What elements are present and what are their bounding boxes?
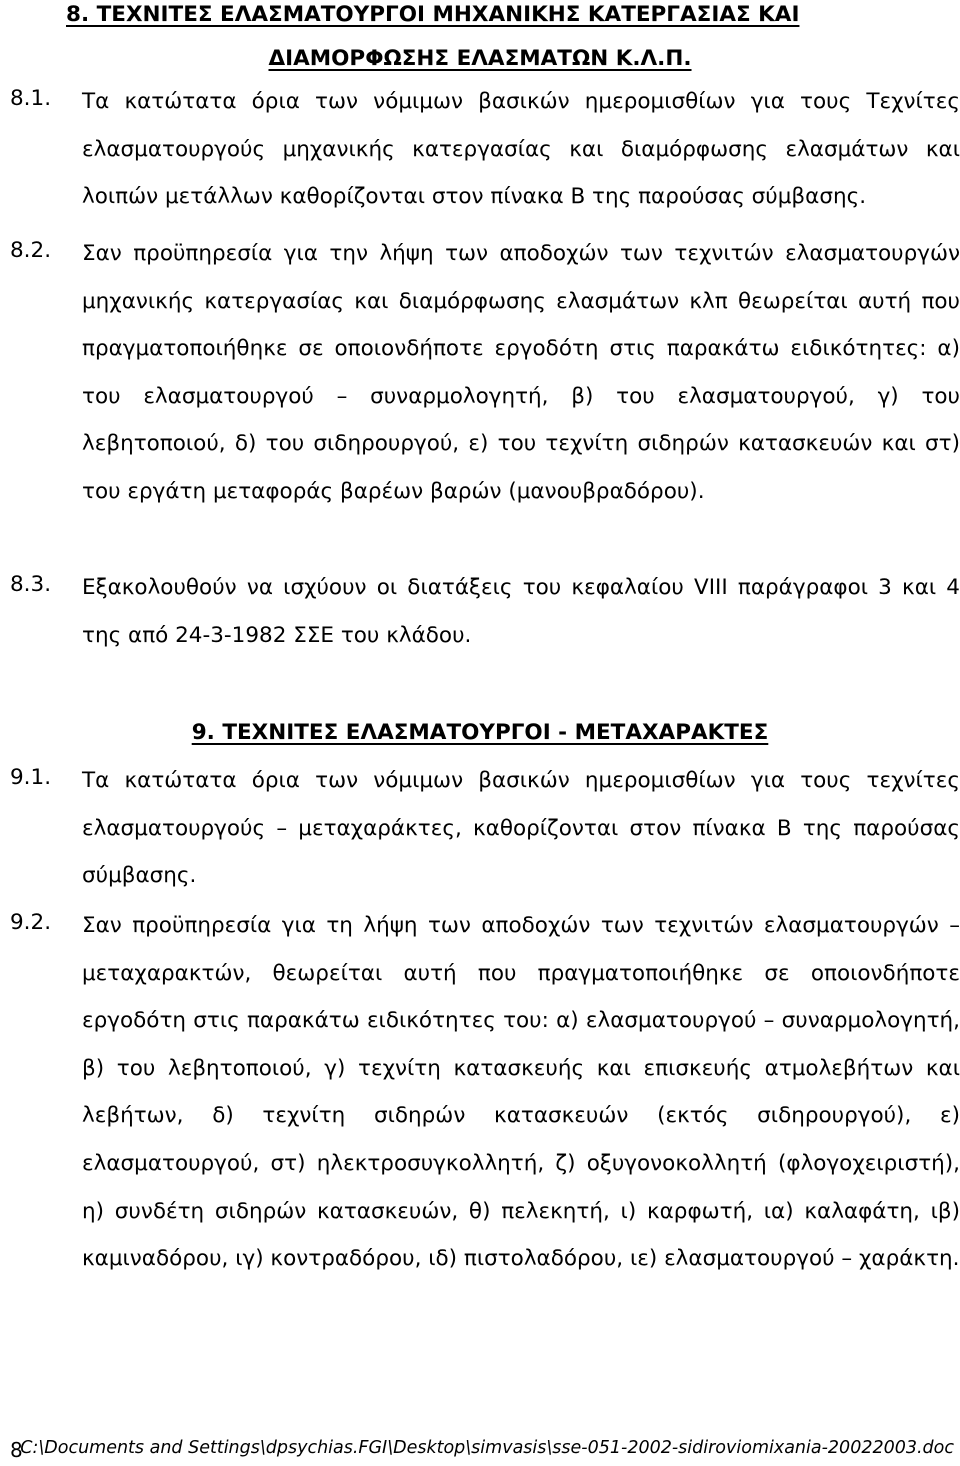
clause-number: 8.3.: [10, 572, 52, 597]
clause-text: Σαν προϋπηρεσία για τη λήψη των αποδοχών των τεχνιτών ελασματουργών – μεταχαρακτών, θεωρείται αυτή που πραγματοποιήθηκε σε οποιονδήποτε εργοδότη στις παρακάτω ειδικότητες του: α) ελασματουργού – συναρμολογητή, β) του λεβητοποιού, γ) τεχνίτη κατασκευής και επισκευής ατμολεβήτων και λεβήτων, δ) τεχνίτη σιδηρών κατασκευών (εκτός σιδηρουργού), ε) ελασματουργού, στ) ηλεκτροσυγκολλητή, ζ) οξυγονοκολλητή (φλογοχειριστή), η) συνδέτη σιδηρών κατασκευών, θ) πελεκητή, ι) καρφωτή, ια) καλαφάτη, ιβ) καμιναδόρου, ιγ) κοντραδόρου, ιδ) πιστολαδόρου, ιε) ελασματουργού – χαράκτη.: [82, 913, 960, 1272]
clause-number: 9.1.: [10, 765, 52, 790]
page-number: 8: [10, 1438, 23, 1462]
clause-number: 8.2.: [10, 238, 52, 263]
file-path: C:\Documents and Settings\dpsychias.FGI\Desktop\simvasis\sse-051-2002-sidiroviomixania-20022003.doc: [20, 1438, 954, 1458]
section-8-heading-line2: ΔΙΑΜΟΡΦΩΣΗΣ ΕΛΑΣΜΑΤΩΝ Κ.Λ.Π.: [268, 46, 692, 71]
section-8-heading-line1: 8. ΤΕΧΝΙΤΕΣ ΕΛΑΣΜΑΤΟΥΡΓΟΙ ΜΗΧΑΝΙΚΗΣ ΚΑΤΕΡΓΑΣΙΑΣ ΚΑΙ: [66, 2, 800, 27]
clause-text: Εξακολουθούν να ισχύουν οι διατάξεις του κεφαλαίου VIII παράγραφοι 3 και 4 της από 24-3-1982 ΣΣΕ του κλάδου.: [82, 575, 960, 648]
section-9-heading: 9. ΤΕΧΝΙΤΕΣ ΕΛΑΣΜΑΤΟΥΡΓΟΙ - ΜΕΤΑΧΑΡΑΚΤΕΣ: [191, 720, 769, 745]
page-footer: [0, 1436, 960, 1466]
clause-text: Τα κατώτατα όρια των νόμιμων βασικών ημερομισθίων για τους τεχνίτες ελασματουργούς – μεταχαράκτες, καθορίζονται στον πίνακα Β της παρούσας σύμβασης.: [82, 768, 960, 889]
clause-number: 8.1.: [10, 86, 52, 111]
clause-text: Τα κατώτατα όρια των νόμιμων βασικών ημερομισθίων για τους Τεχνίτες ελασματουργούς μηχανικής κατεργασίας και διαμόρφωσης ελασμάτων και λοιπών μετάλλων καθορίζονται στον πίνακα Β της παρούσας σύμβασης.: [82, 89, 960, 210]
clause-number: 9.2.: [10, 910, 52, 935]
clause-text: Σαν προϋπηρεσία για την λήψη των αποδοχών των τεχνιτών ελασματουργών μηχανικής κατεργασίας και διαμόρφωσης ελασμάτων κλπ θεωρείται αυτή που πραγματοποιήθηκε σε οποιονδήποτε εργοδότη στις παρακάτω ειδικότητες: α) του ελασματουργού – συναρμολογητή, β) του ελασματουργού, γ) του λεβητοποιού, δ) του σιδηρουργού, ε) του τεχνίτη σιδηρών κατασκευών και στ) του εργάτη μεταφοράς βαρέων βαρών (μανουβραδόρου).: [82, 241, 960, 504]
